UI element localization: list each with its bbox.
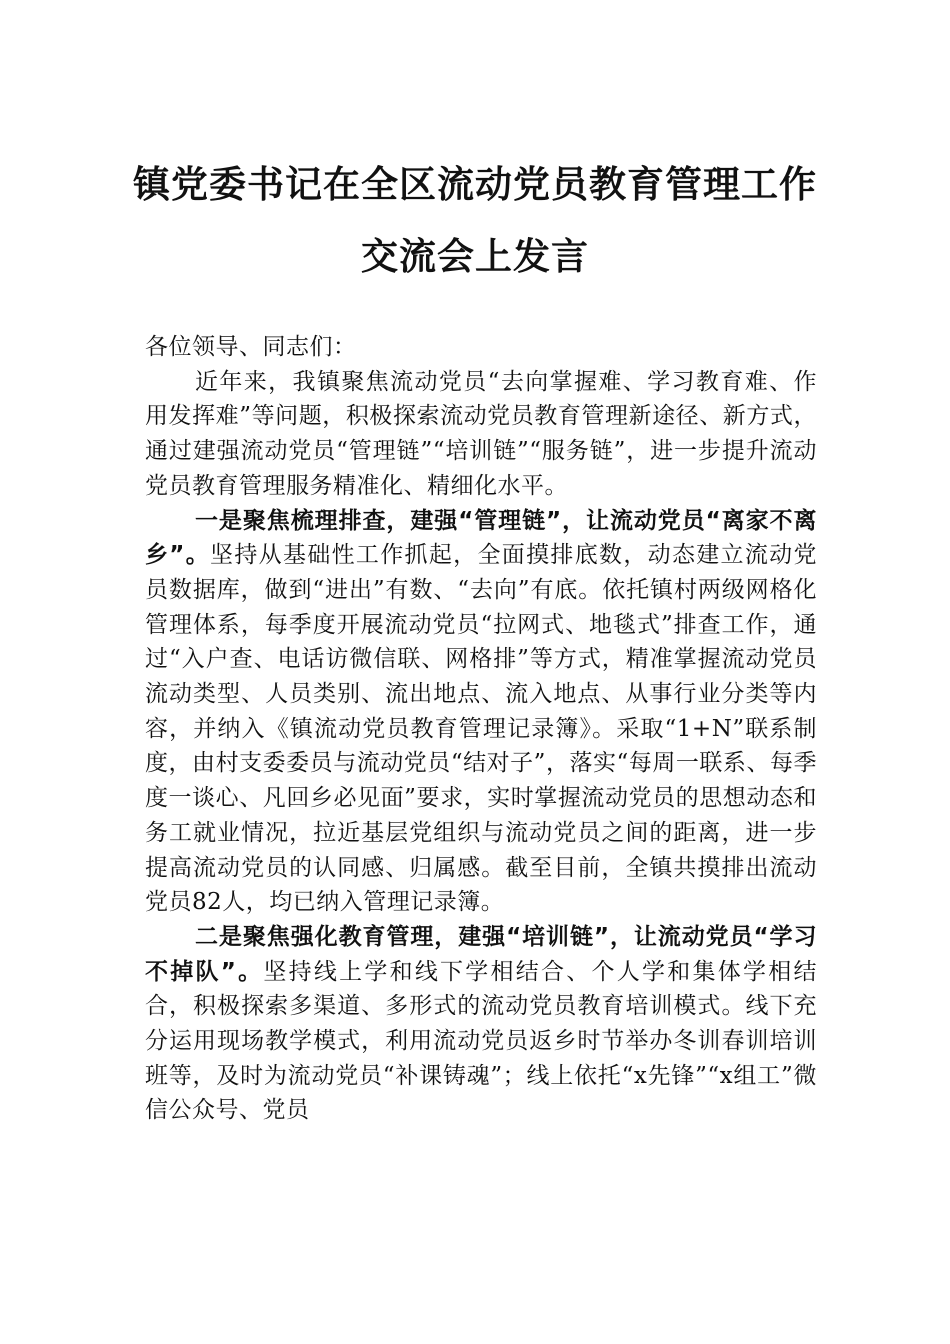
document-title-line-2: 交流会上发言 xyxy=(361,234,589,278)
section-1-paragraph xyxy=(145,504,817,920)
salutation: 各位领导、同志们： xyxy=(145,334,357,360)
section-1-body: 坚持从基础性工作抓起，全面摸排底数，动态建立流动党员数据库，做到“进出”有数、“去向”有底。依托镇村两级网格化管理体系，每季度开展流动党员“拉网式、地毯式”排查工作，通过“入户查、电话访微信联、网格排”等方式，精准掌握流动党员流动类型、人员类别、流出地点、流入地点、从事行业分类等内容，并纳入《镇流动党员教育管理记录簿》。采取“1+N”联系制度，由村支委委员与流动党员“结对子”，落实“每周一联系、每季度一谈心、凡回乡必见面”要求，实时掌握流动党员的思想动态和务工就业情况，拉近基层党组织与流动党员之间的距离，进一步提高流动党员的认同感、归属感。截至目前，全镇共摸排出流动党员82人，均已纳入管理记录簿。 xyxy=(145,542,817,916)
intro-paragraph: 近年来，我镇聚焦流动党员“去向掌握难、学习教育难、作用发挥难”等问题，积极探索流动党员教育管理新途径、新方式，通过建强流动党员“管理链”“培训链”“服务链”，进一步提升流动党员教育管理服务精准化、精细化水平。 xyxy=(145,368,817,499)
section-1-heading: 一是聚焦梳理排查，建强“管理链”，让流动党员“离家不离乡”。 xyxy=(145,507,817,569)
document-body xyxy=(145,330,817,1128)
section-2-body: 坚持线上学和线下学相结合、个人学和集体学相结合，积极探索多渠道、多形式的流动党员教育培训模式。线下充分运用现场教学模式，利用流动党员返乡时节举办冬训春训培训班等，及时为流动党员“补课铸魂”；线上依托“x先锋”“x组工”微信公众号、党员 xyxy=(145,958,817,1124)
section-2-paragraph xyxy=(145,920,817,1128)
document-title-line-1: 镇党委书记在全区流动党员教育管理工作 xyxy=(133,162,817,206)
section-2-heading: 二是聚焦强化教育管理，建强“培训链”，让流动党员“学习不掉队”。 xyxy=(145,923,817,985)
